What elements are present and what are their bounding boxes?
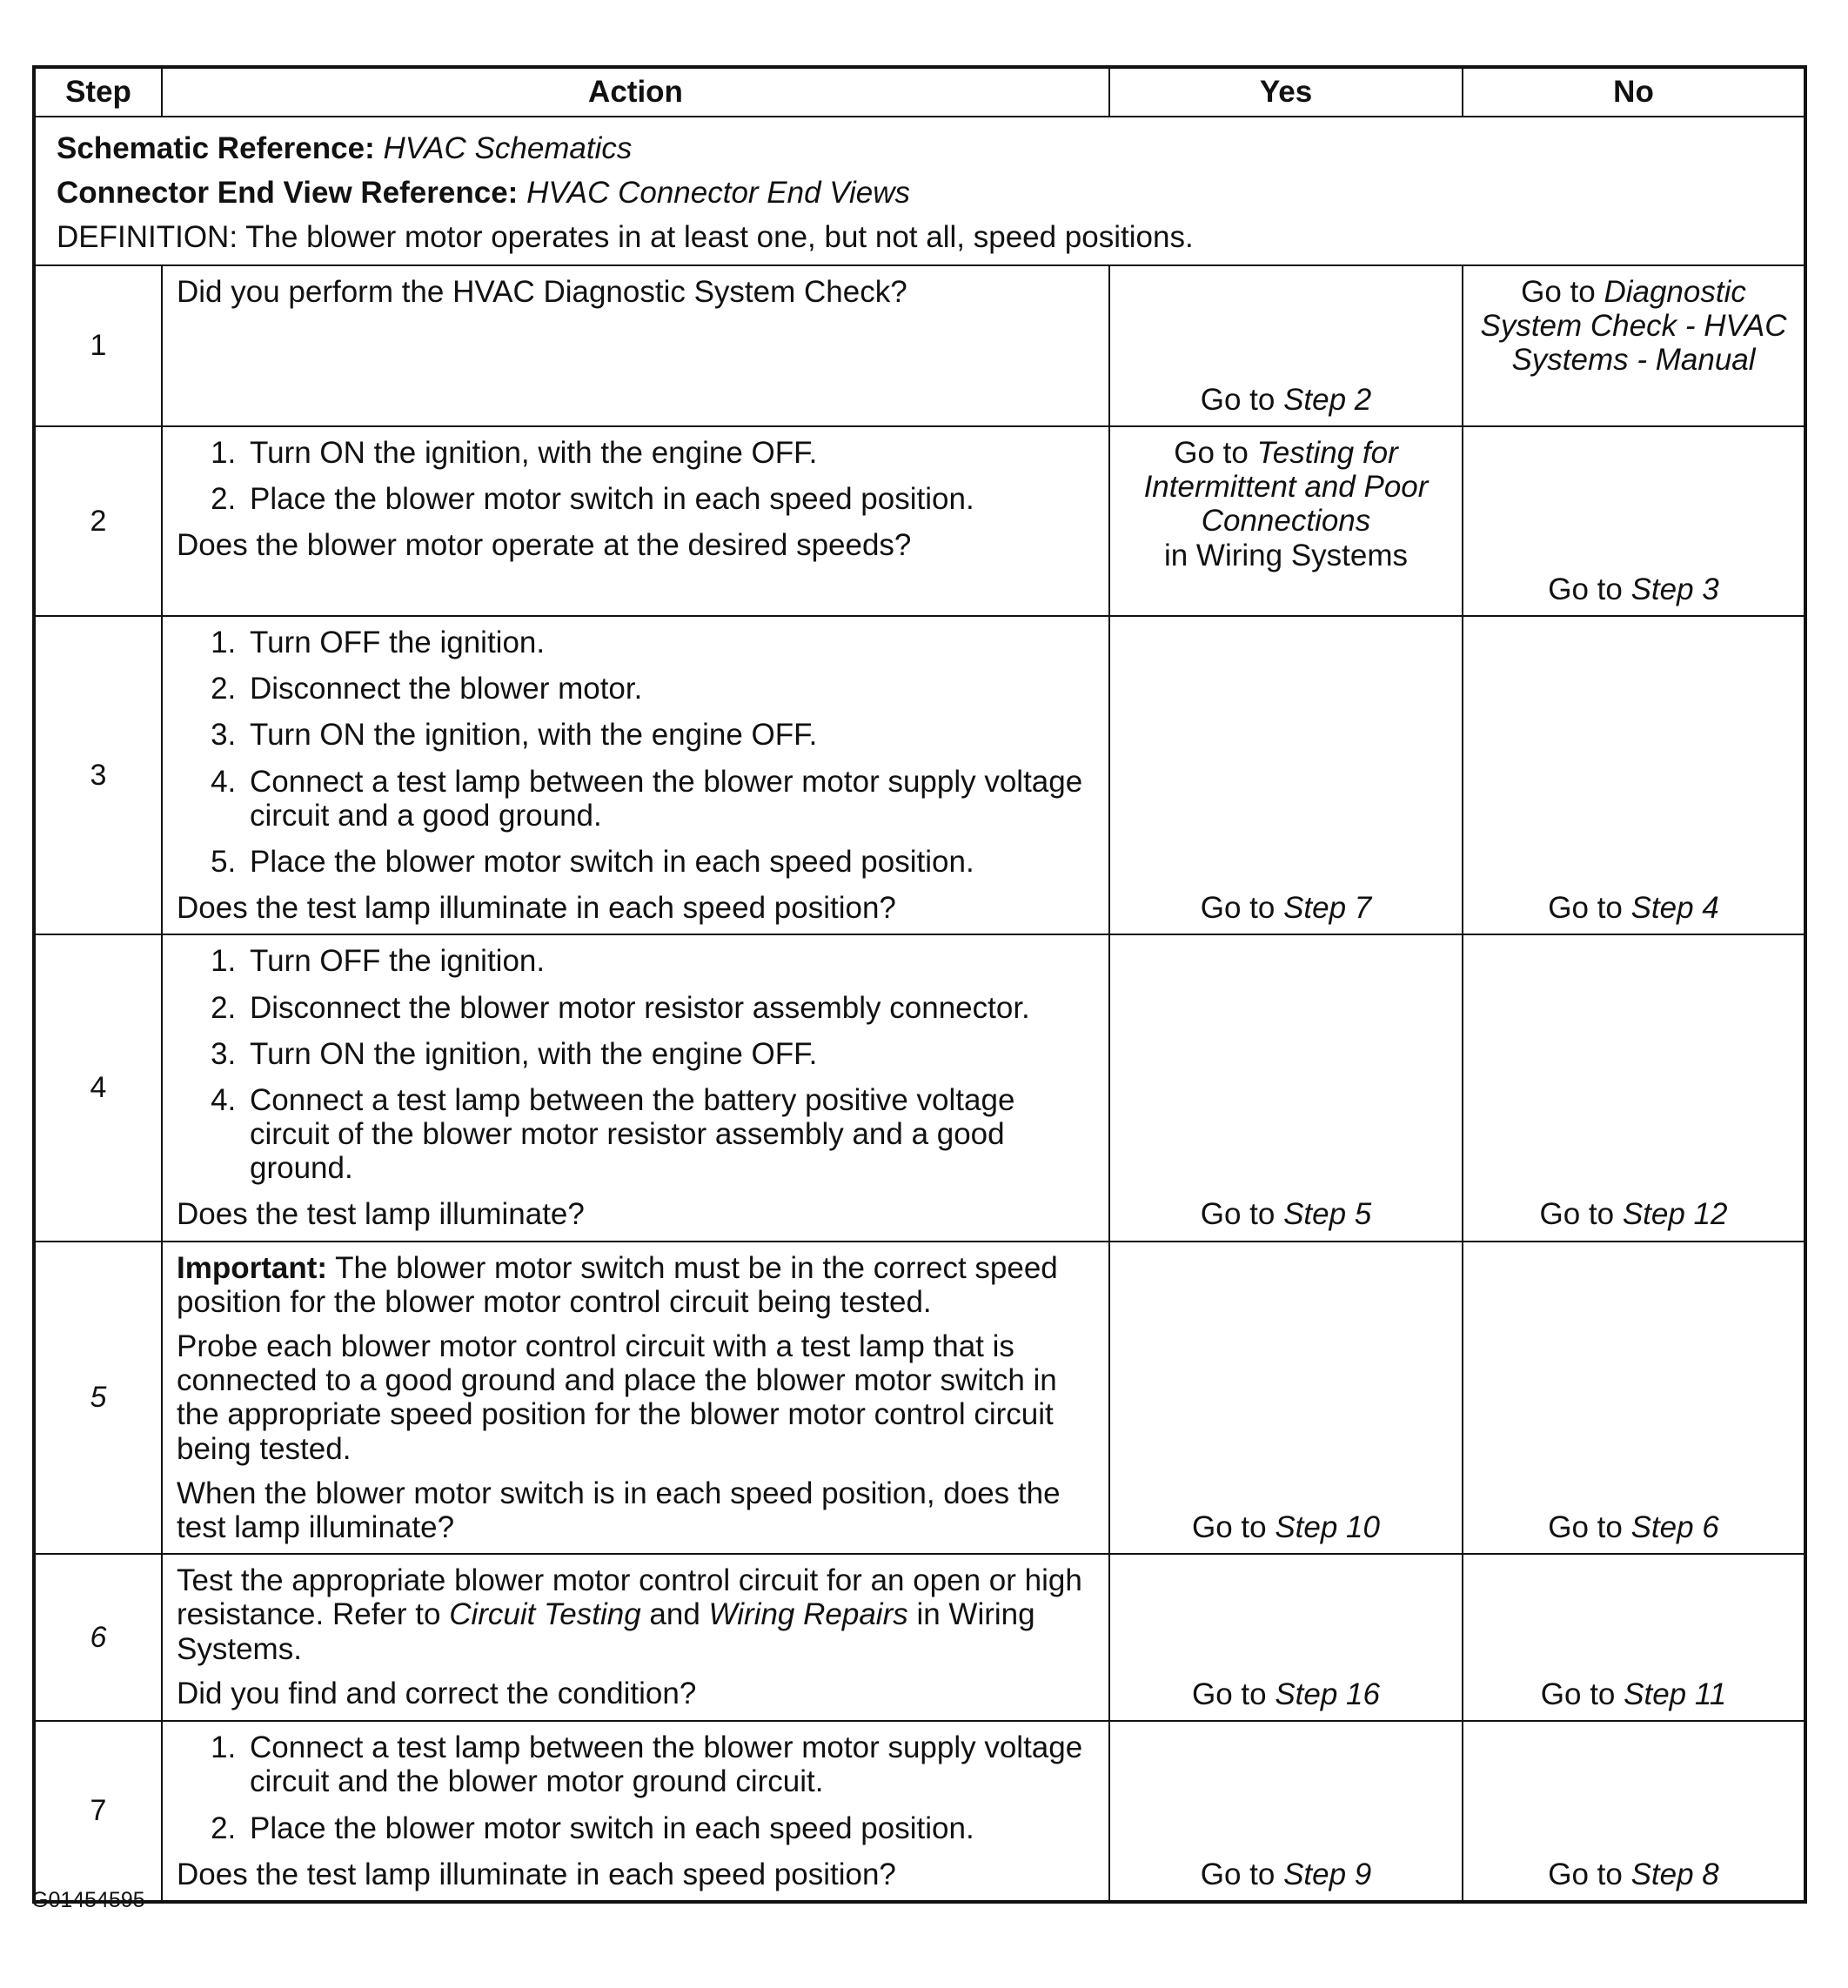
header-row: [34, 67, 1805, 117]
action-cell: [162, 1554, 1109, 1721]
no-prefix: Go to: [1548, 1857, 1631, 1891]
step-row-7: [34, 1721, 1805, 1902]
instruction-item: 3. Turn ON the ignition, with the engine OFF.: [244, 1037, 1091, 1071]
step-row-4: [34, 934, 1805, 1241]
step-number: 4: [34, 934, 162, 1241]
question-text: Did you find and correct the condition?: [177, 1676, 697, 1710]
yes-prefix: Go to: [1200, 891, 1284, 926]
instruction-list: [177, 626, 1091, 879]
no-link[interactable]: Step 4: [1630, 891, 1719, 926]
yes-link[interactable]: Step 7: [1283, 891, 1372, 926]
yes-prefix: Go to: [1192, 1677, 1276, 1711]
procedure-text: [177, 1563, 1091, 1666]
no-link[interactable]: Step 3: [1630, 572, 1719, 606]
step-number: 1: [34, 265, 162, 426]
instruction-item: 1. Turn OFF the ignition.: [244, 626, 1091, 659]
no-prefix: Go to: [1548, 891, 1631, 926]
no-prefix: Go to: [1548, 572, 1631, 606]
action-cell: [162, 616, 1109, 934]
action-cell: [162, 934, 1109, 1241]
question-text: Does the test lamp illuminate?: [177, 1197, 585, 1232]
procedure-text-a: Test the appropriate blower motor control circuit for an open or high resistance. Refer to: [177, 1563, 1082, 1632]
instruction-item: 2. Place the blower motor switch in each speed position.: [244, 1811, 1091, 1845]
no-cell: [1463, 1554, 1805, 1721]
step-number: 7: [34, 1721, 162, 1902]
yes-link[interactable]: Testing for Intermittent and Poor Connections: [1143, 436, 1429, 539]
question-text: Does the blower motor operate at the desired speeds?: [177, 528, 912, 563]
question-text: Does the test lamp illuminate in each speed position?: [177, 1857, 896, 1891]
no-link[interactable]: Diagnostic System Check - HVAC Systems - Manual: [1480, 275, 1787, 378]
action-cell: [162, 1721, 1109, 1902]
question-text: Does the test lamp illuminate in each speed position?: [177, 891, 896, 926]
header-step: Step: [34, 67, 162, 117]
yes-cell: [1109, 1554, 1463, 1721]
yes-prefix: Go to: [1174, 436, 1257, 470]
wiring-repairs-link[interactable]: Wiring Repairs: [708, 1597, 908, 1632]
no-prefix: Go to: [1521, 275, 1604, 309]
no-cell: [1463, 426, 1805, 616]
no-link[interactable]: Step 8: [1630, 1857, 1719, 1891]
no-link[interactable]: Step 6: [1630, 1509, 1719, 1544]
yes-link[interactable]: Step 5: [1283, 1197, 1372, 1232]
no-cell: [1463, 616, 1805, 934]
yes-cell: [1109, 934, 1463, 1241]
connector-reference-label: Connector End View Reference:: [57, 176, 519, 211]
instruction-list: [177, 1730, 1091, 1845]
diagnostic-table: [32, 65, 1807, 1904]
no-link[interactable]: Step 11: [1624, 1677, 1727, 1711]
procedure-text-c: in Wiring Systems.: [177, 1597, 1035, 1666]
instruction-item: 4. Connect a test lamp between the battery positive voltage circuit of the blower motor resistor assembly and a good ground.: [244, 1083, 1091, 1186]
yes-link[interactable]: Step 2: [1283, 382, 1372, 417]
header-yes: Yes: [1109, 67, 1463, 117]
schematic-reference: [57, 131, 1783, 165]
no-link[interactable]: Step 12: [1622, 1197, 1728, 1232]
no-prefix: Go to: [1540, 1677, 1624, 1711]
instruction-list: [177, 944, 1091, 1185]
connector-reference-link[interactable]: HVAC Connector End Views: [526, 176, 911, 211]
yes-suffix: in Wiring Systems: [1163, 538, 1409, 572]
step-row-5: [34, 1242, 1805, 1555]
yes-link[interactable]: Step 9: [1283, 1857, 1372, 1891]
yes-prefix: Go to: [1192, 1509, 1276, 1544]
no-cell: [1463, 1242, 1805, 1555]
question-text: When the blower motor switch is in each speed position, does the test lamp illuminate?: [177, 1476, 1061, 1544]
step-number: 6: [34, 1554, 162, 1721]
instruction-item: 1. Turn ON the ignition, with the engine OFF.: [244, 436, 1091, 470]
yes-cell: [1109, 1242, 1463, 1555]
no-cell: [1463, 265, 1805, 426]
procedure-text-b: and: [640, 1597, 709, 1632]
yes-prefix: Go to: [1200, 382, 1284, 417]
header-no: No: [1463, 67, 1805, 117]
important-note: [177, 1251, 1091, 1319]
instruction-item: 3. Turn ON the ignition, with the engine OFF.: [244, 718, 1091, 752]
important-text: The blower motor switch must be in the correct speed position for the blower motor control circuit being tested.: [177, 1250, 1058, 1319]
no-prefix: Go to: [1539, 1197, 1623, 1232]
action-cell: [162, 1242, 1109, 1555]
definition-text: DEFINITION: The blower motor operates in at least one, but not all, speed positions.: [57, 220, 1194, 255]
instruction-item: 2. Disconnect the blower motor resistor assembly connector.: [244, 991, 1091, 1025]
yes-prefix: Go to: [1200, 1197, 1284, 1232]
schematic-reference-link[interactable]: HVAC Schematics: [383, 131, 633, 165]
reference-cell: [34, 117, 1805, 265]
yes-link[interactable]: Step 16: [1275, 1677, 1380, 1711]
yes-prefix: Go to: [1200, 1857, 1284, 1891]
circuit-testing-link[interactable]: Circuit Testing: [449, 1597, 641, 1632]
yes-link[interactable]: Step 10: [1275, 1509, 1380, 1544]
yes-cell: [1109, 616, 1463, 934]
no-prefix: Go to: [1548, 1509, 1631, 1544]
question-text: Did you perform the HVAC Diagnostic System Check?: [177, 275, 907, 309]
figure-code: G01454595: [31, 1888, 145, 1912]
step-row-6: [34, 1554, 1805, 1721]
no-cell: [1463, 1721, 1805, 1902]
reference-row: [34, 117, 1805, 265]
header-action: Action: [162, 67, 1109, 117]
step-number: 3: [34, 616, 162, 934]
step-number: 2: [34, 426, 162, 616]
no-cell: [1463, 934, 1805, 1241]
connector-reference: [57, 176, 1783, 210]
action-cell: [162, 265, 1109, 426]
instruction-item: 2. Place the blower motor switch in each speed position.: [244, 482, 1091, 516]
instruction-item: 2. Disconnect the blower motor.: [244, 672, 1091, 706]
yes-cell: [1109, 426, 1463, 616]
step-row-2: [34, 426, 1805, 616]
schematic-reference-label: Schematic Reference:: [57, 131, 375, 165]
instruction-item: 1. Turn OFF the ignition.: [244, 944, 1091, 978]
instruction-list: [177, 436, 1091, 516]
yes-cell: [1109, 265, 1463, 426]
instruction-item: 4. Connect a test lamp between the blower motor supply voltage circuit and a good ground.: [244, 765, 1091, 833]
step-row-1: [34, 265, 1805, 426]
instruction-item: 1. Connect a test lamp between the blower motor supply voltage circuit and the blower motor ground circuit.: [244, 1730, 1091, 1798]
instruction-item: 5. Place the blower motor switch in each speed position.: [244, 845, 1091, 879]
action-cell: [162, 426, 1109, 616]
yes-cell: [1109, 1721, 1463, 1902]
step-number: 5: [34, 1242, 162, 1555]
step-row-3: [34, 616, 1805, 934]
important-label: Important:: [177, 1250, 328, 1285]
procedure-text: Probe each blower motor control circuit with a test lamp that is connected to a good ground and place the blower motor switch in the appropriate speed position for the blower motor control circuit being tested.: [177, 1329, 1057, 1466]
